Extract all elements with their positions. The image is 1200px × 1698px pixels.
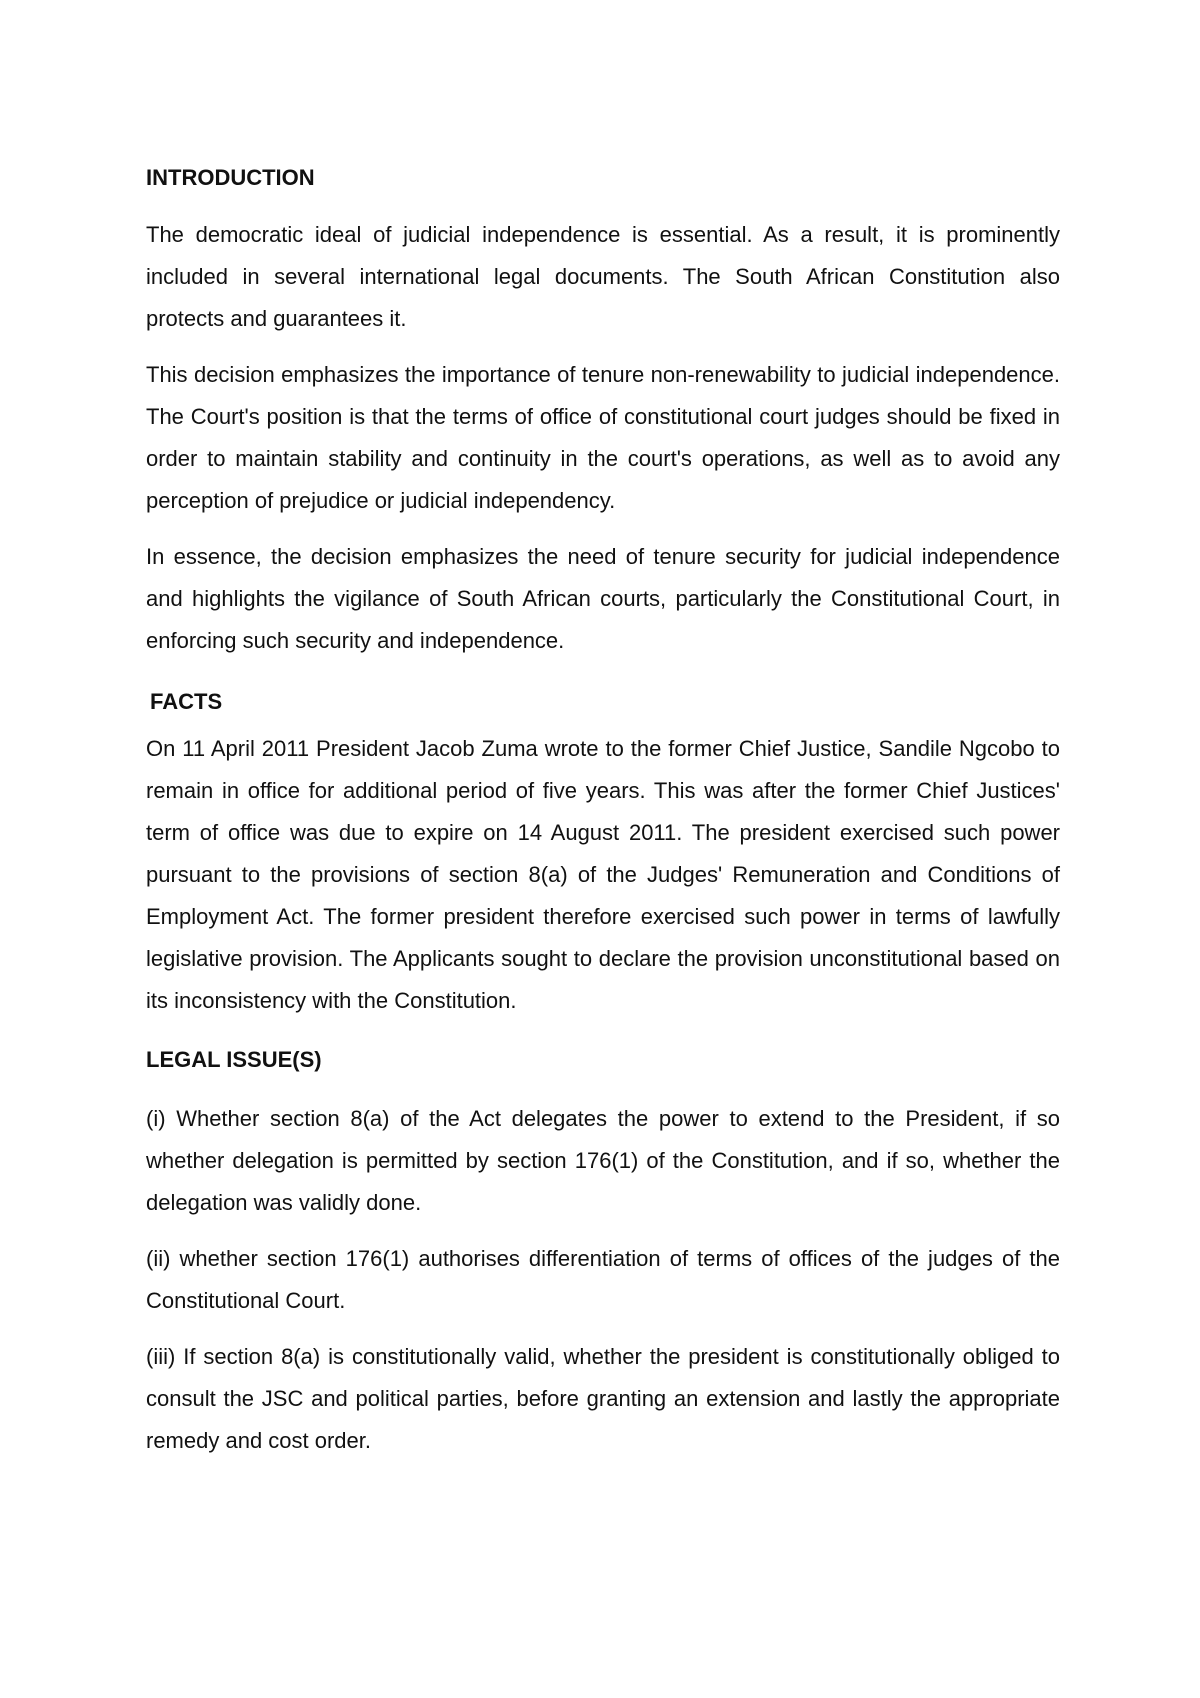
- introduction-paragraph-1: The democratic ideal of judicial independence is essential. As a result, it is prominently included in several international legal documents. The South African Constitution also protects and guarantees it.: [146, 222, 1060, 331]
- introduction-heading: INTRODUCTION: [146, 165, 315, 190]
- legal-issue-2: (ii) whether section 176(1) authorises differentiation of terms of offices of the judges of the Constitutional Court.: [146, 1246, 1060, 1313]
- legal-issue-3: (iii) If section 8(a) is constitutionally valid, whether the president is constitutionally obliged to consult the JSC and political parties, before granting an extension and lastly the appropriate remedy and cost order.: [146, 1344, 1060, 1453]
- document-page: [146, 162, 1060, 1462]
- legal-issues-heading: LEGAL ISSUE(S): [146, 1047, 322, 1072]
- introduction-paragraph-2: This decision emphasizes the importance of tenure non-renewability to judicial independence. The Court's position is that the terms of office of constitutional court judges should be fixed in order to maintain stability and continuity in the court's operations, as well as to avoid any perception of prejudice or judicial independency.: [146, 362, 1060, 513]
- facts-paragraph: On 11 April 2011 President Jacob Zuma wrote to the former Chief Justice, Sandile Ngcobo to remain in office for additional period of five years. This was after the former Chief Justices' term of office was due to expire on 14 August 2011. The president exercised such power pursuant to the provisions of section 8(a) of the Judges' Remuneration and Conditions of Employment Act. The former president therefore exercised such power in terms of lawfully legislative provision. The Applicants sought to declare the provision unconstitutional based on its inconsistency with the Constitution.: [146, 736, 1060, 1013]
- legal-issue-1: (i) Whether section 8(a) of the Act delegates the power to extend to the President, if so whether delegation is permitted by section 176(1) of the Constitution, and if so, whether the delegation was validly done.: [146, 1106, 1060, 1215]
- facts-heading: FACTS: [150, 689, 223, 714]
- introduction-paragraph-3: In essence, the decision emphasizes the need of tenure security for judicial independence and highlights the vigilance of South African courts, particularly the Constitutional Court, in enforcing such security and independence.: [146, 544, 1060, 653]
